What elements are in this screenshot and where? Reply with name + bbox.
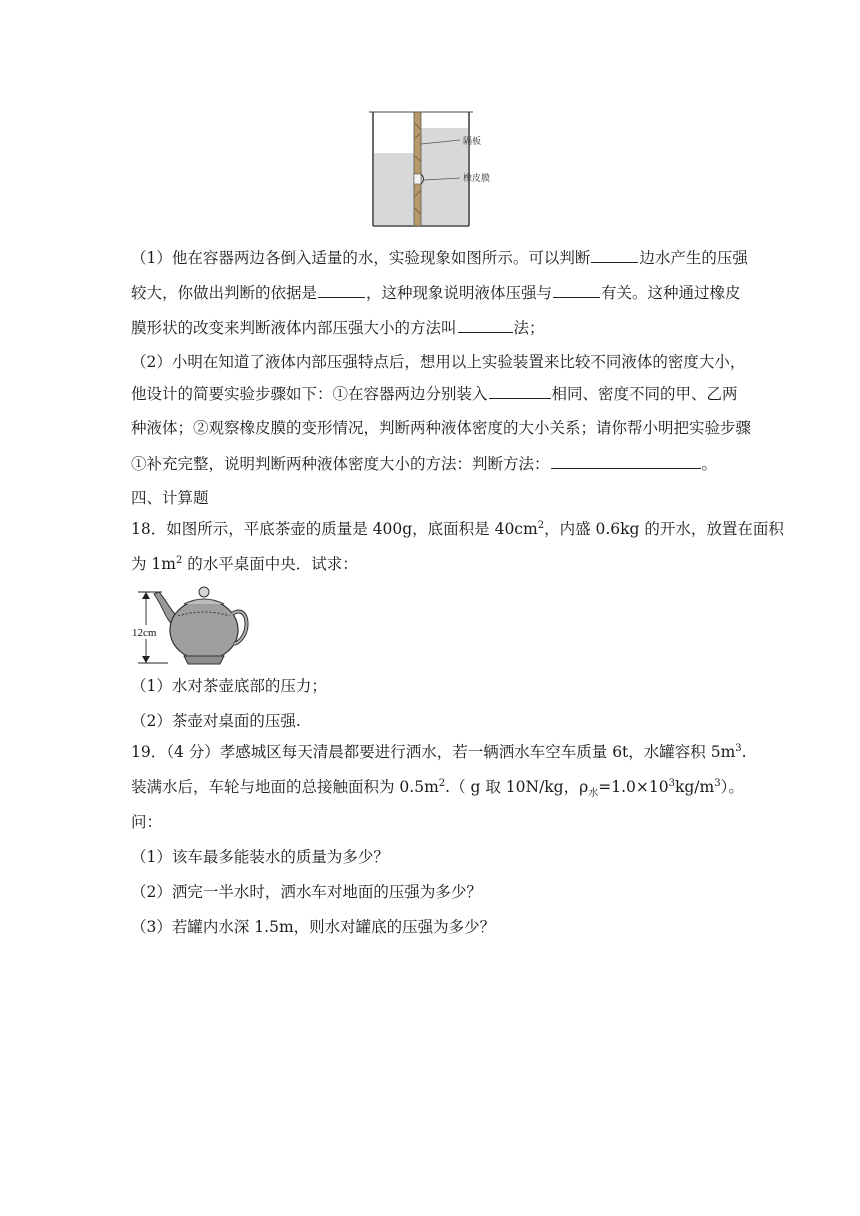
label-partition: 隔板 <box>463 137 482 147</box>
q17-part1-line3: 膜形状的改变来判断液体内部压强大小的方法叫 法； <box>131 319 545 337</box>
q19-sub3: （3）若罐内水深 1.5m，则水对罐底的压强为多少？ <box>131 918 496 936</box>
q19-line1: 19．（4 分）孝感城区每天清晨都要进行洒水，若一辆洒水车空车质量 6t，水罐容积 $5m^3$. <box>131 742 747 761</box>
q18-line2: 为 $1m^2$ 的水平桌面中央．试求： <box>131 554 358 573</box>
blank-5 <box>489 383 551 399</box>
q17-part2-line1: （2）小明在知道了液体内部压强特点后，想用以上实验装置来比较不同液体的密度大小， <box>131 353 746 371</box>
q17-part1-line2: 较大，你做出判断的依据是 ，这种现象说明液体压强与 有关。这种通过橡皮 <box>131 284 741 302</box>
q17-part2-line3: 种液体；②观察橡皮膜的变形情况，判断两种液体密度的大小关系；请你帮小明把实验步骤 <box>131 419 752 437</box>
blank-4 <box>458 317 513 333</box>
blank-6 <box>551 453 701 469</box>
blank-3 <box>553 282 600 298</box>
blank-2 <box>318 282 365 298</box>
q18-sub1: （1）水对茶壶底部的压力； <box>131 677 327 695</box>
q19-line2: 装满水后，车轮与地面的总接触面积为 $0.5m^2$.（ g 取 10N/kg，$\rho_水=1.0\times 10^3kg/m^3$）。 <box>131 777 744 800</box>
q18-line1: 18．如图所示，平底茶壶的质量是 400g，底面积是 $40cm^2$，内盛 0.6kg 的开水，放置在面积 <box>131 519 784 538</box>
q17-part2-line2: 他设计的简要实验步骤如下：①在容器两边分别装入 相同、密度不同的甲、乙两 <box>131 385 738 403</box>
q18-sub2: （2）茶壶对桌面的压强. <box>131 712 301 730</box>
q19-ask: 问： <box>131 813 163 831</box>
container-figure <box>368 108 518 230</box>
height-label: 12cm <box>132 627 157 639</box>
q17-part1-line1: （1）他在容器两边各倒入适量的水，实验现象如图所示。可以判断 边水产生的压强 <box>131 249 748 267</box>
section-heading: 四、计算题 <box>131 489 209 507</box>
blank-1 <box>591 247 638 263</box>
teapot-figure <box>128 580 250 668</box>
q19-sub1: （1）该车最多能装水的质量为多少？ <box>131 848 389 866</box>
label-membrane: 橡皮膜 <box>463 174 491 184</box>
q17-part2-line4: ①补充完整，说明判断两种液体密度大小的方法：判断方法： 。 <box>131 455 718 473</box>
q19-sub2: （2）洒完一半水时，洒水车对地面的压强为多少？ <box>131 883 482 901</box>
